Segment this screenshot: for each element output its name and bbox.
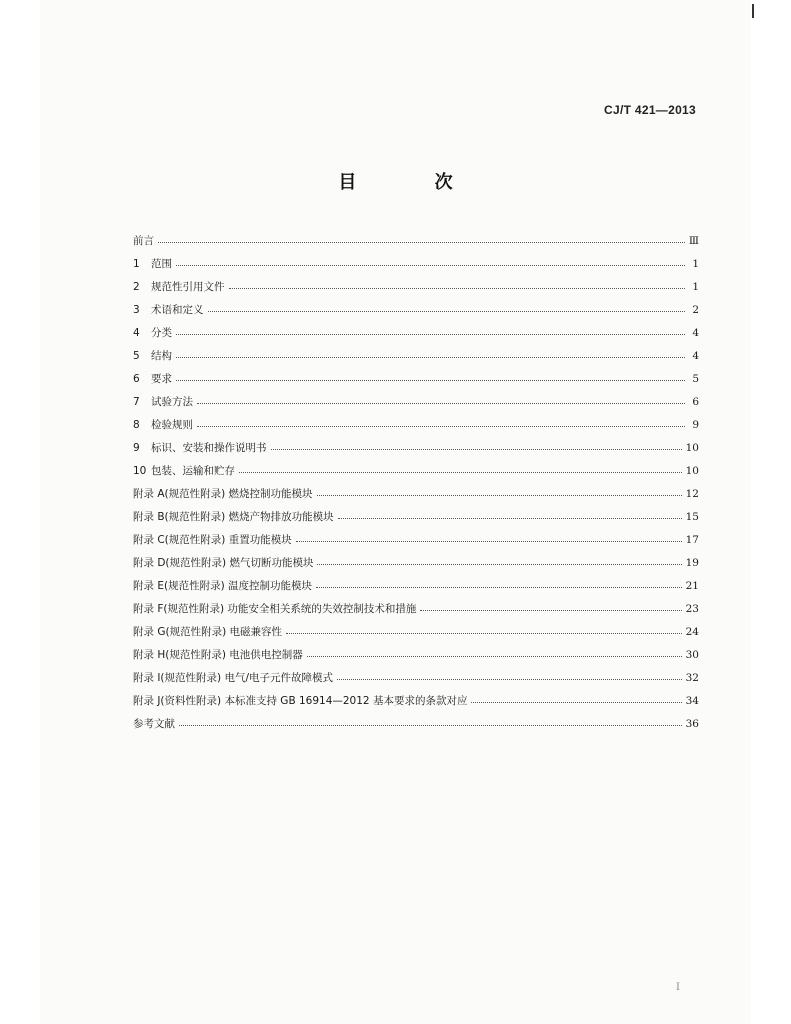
toc-entry-page: 36 — [685, 717, 699, 730]
toc-entry — [133, 298, 699, 321]
toc-entry — [133, 620, 699, 643]
toc-dot-leader — [208, 311, 686, 312]
toc-entry-number: 7 — [133, 395, 140, 408]
toc-entry-number: 2 — [133, 280, 140, 293]
toc-dot-leader — [179, 725, 682, 726]
toc-entry — [133, 712, 699, 735]
toc-entry-number: 8 — [133, 418, 140, 431]
toc-entry-title: 分类 — [151, 327, 172, 339]
toc-dot-leader — [296, 541, 682, 542]
toc-dot-leader — [229, 288, 686, 289]
toc-entry-page: 24 — [685, 625, 699, 638]
toc-dot-leader — [338, 518, 682, 519]
toc-entry-page: 21 — [685, 579, 699, 592]
toc-entry — [133, 505, 699, 528]
toc-entry-page: 4 — [692, 349, 699, 362]
toc-entry-page: 1 — [692, 280, 699, 293]
toc-dot-leader — [317, 564, 681, 565]
toc-entry-page: 4 — [692, 326, 699, 339]
toc-dot-leader — [420, 610, 681, 611]
toc-entry-page: 2 — [692, 303, 699, 316]
toc-dot-leader — [197, 426, 685, 427]
standard-code: CJ/T 421—2013 — [604, 103, 696, 117]
toc-entry-title: 附录 H(规范性附录) 电池供电控制器 — [133, 649, 303, 661]
toc-entry-title: 包装、运输和贮存 — [151, 465, 235, 477]
toc-dot-leader — [176, 380, 685, 381]
toc-entry — [133, 229, 699, 252]
toc-entry-page: 6 — [692, 395, 699, 408]
toc-dot-leader — [317, 495, 682, 496]
toc-entry — [133, 574, 699, 597]
scan-edge-mark — [752, 4, 754, 18]
toc-entry-title: 附录 I(规范性附录) 电气/电子元件故障模式 — [133, 672, 334, 684]
toc-entry-page: 32 — [685, 671, 699, 684]
toc-entry — [133, 459, 699, 482]
toc-entry-number: 4 — [133, 326, 140, 339]
toc-dot-leader — [239, 472, 682, 473]
toc-entry-title: 前言 — [133, 235, 154, 247]
toc-entry-title: 附录 B(规范性附录) 燃烧产物排放功能模块 — [133, 511, 334, 523]
toc-entry-title: 术语和定义 — [151, 304, 204, 316]
toc-entry-number: 1 — [133, 257, 140, 270]
toc-entry-page: 12 — [685, 487, 699, 500]
toc-entry — [133, 436, 699, 459]
toc-dot-leader — [176, 357, 685, 358]
toc-dot-leader — [307, 656, 682, 657]
toc-entry-number: 10 — [133, 464, 147, 477]
toc-entry — [133, 367, 699, 390]
toc-dot-leader — [197, 403, 685, 404]
toc-entry — [133, 390, 699, 413]
toc-entry-page: 23 — [685, 602, 699, 615]
toc-dot-leader — [471, 702, 681, 703]
toc-entry — [133, 252, 699, 275]
toc-entry-title: 附录 A(规范性附录) 燃烧控制功能模块 — [133, 488, 313, 500]
toc-entry-page: 15 — [685, 510, 699, 523]
toc-entry-title: 要求 — [151, 373, 172, 385]
toc-entry — [133, 689, 699, 712]
toc-entry-number: 5 — [133, 349, 140, 362]
toc-entry — [133, 551, 699, 574]
toc-entry-page: Ⅲ — [688, 234, 699, 247]
toc-dot-leader — [286, 633, 682, 634]
page-number-footer: I — [676, 982, 680, 993]
toc-entry-page: 5 — [692, 372, 699, 385]
toc-dot-leader — [337, 679, 682, 680]
toc-entry — [133, 528, 699, 551]
toc-entry-title: 标识、安装和操作说明书 — [151, 442, 267, 454]
table-of-contents — [133, 229, 699, 735]
toc-title: 目 次 — [338, 172, 489, 193]
toc-entry-number: 6 — [133, 372, 140, 385]
toc-entry-number: 3 — [133, 303, 140, 316]
toc-entry-page: 10 — [685, 441, 699, 454]
toc-entry-page: 1 — [692, 257, 699, 270]
toc-entry-title: 试验方法 — [151, 396, 193, 408]
toc-entry-title: 附录 C(规范性附录) 重置功能模块 — [133, 534, 292, 546]
toc-dot-leader — [316, 587, 682, 588]
toc-entry-page: 10 — [685, 464, 699, 477]
toc-dot-leader — [271, 449, 682, 450]
toc-entry — [133, 666, 699, 689]
toc-entry-title: 检验规则 — [151, 419, 193, 431]
toc-entry — [133, 275, 699, 298]
toc-dot-leader — [176, 334, 685, 335]
toc-dot-leader — [158, 242, 685, 243]
toc-entry — [133, 643, 699, 666]
toc-entry-title: 结构 — [151, 350, 172, 362]
toc-entry — [133, 321, 699, 344]
toc-entry-page: 17 — [685, 533, 699, 546]
toc-entry-title: 附录 D(规范性附录) 燃气切断功能模块 — [133, 557, 314, 569]
toc-entry — [133, 344, 699, 367]
toc-entry-title: 参考文献 — [133, 718, 175, 730]
toc-dot-leader — [176, 265, 685, 266]
toc-entry-title: 附录 F(规范性附录) 功能安全相关系统的失效控制技术和措施 — [133, 603, 417, 615]
toc-entry — [133, 482, 699, 505]
toc-entry-title: 范围 — [151, 258, 172, 270]
toc-entry-number: 9 — [133, 441, 140, 454]
toc-entry-title: 附录 J(资料性附录) 本标准支持 GB 16914—2012 基本要求的条款对应 — [133, 695, 468, 707]
toc-entry-title: 附录 E(规范性附录) 温度控制功能模块 — [133, 580, 313, 592]
toc-entry-title: 规范性引用文件 — [151, 281, 225, 293]
toc-entry — [133, 597, 699, 620]
toc-entry-page: 30 — [685, 648, 699, 661]
toc-entry-page: 34 — [685, 694, 699, 707]
toc-entry-page: 9 — [692, 418, 699, 431]
toc-entry — [133, 413, 699, 436]
toc-entry-page: 19 — [685, 556, 699, 569]
toc-entry-title: 附录 G(规范性附录) 电磁兼容性 — [133, 626, 283, 638]
